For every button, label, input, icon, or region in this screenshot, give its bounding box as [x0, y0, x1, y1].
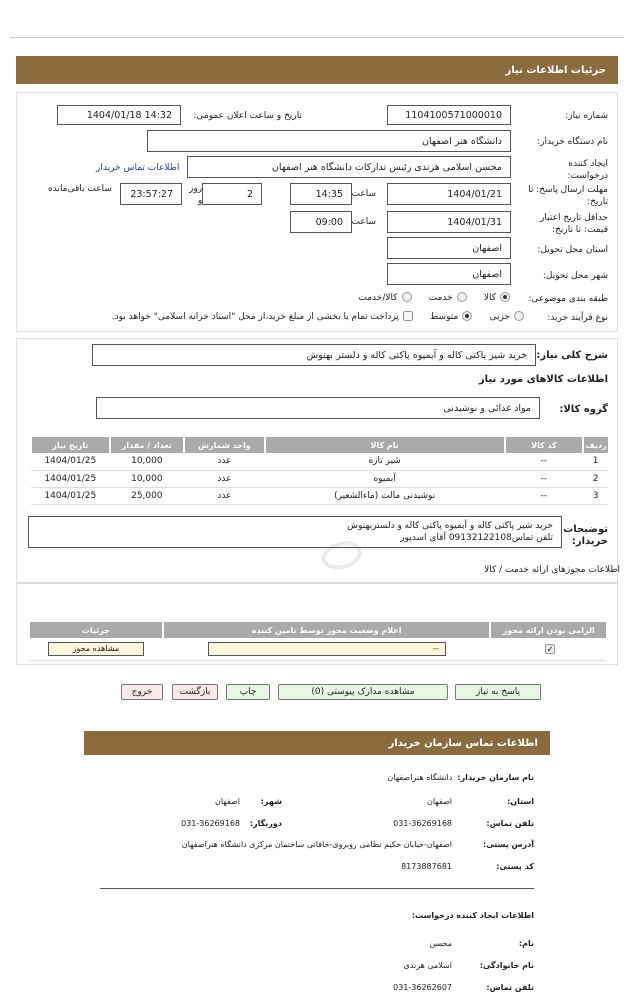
category-options: [358, 292, 510, 303]
radio-both[interactable]: [358, 293, 411, 303]
top-divider: [10, 37, 624, 38]
watermark: ⬭: [314, 522, 369, 588]
cell-name: شیر تازه: [265, 453, 505, 470]
permit-required-checkbox: ✓: [546, 644, 554, 655]
validity-time-field[interactable]: 09:00: [290, 211, 352, 233]
validity-date-field[interactable]: 1404/01/31: [387, 211, 511, 233]
buyer-notes-label: توضیحات خریدار:: [563, 524, 608, 547]
summary-label: شرح کلی نیاز:: [536, 350, 608, 361]
creator-phone: 031-36262607: [393, 983, 452, 992]
province-label: استان محل تحویل:: [537, 245, 608, 255]
page-header: [16, 56, 618, 84]
buyer-org-label: نام دستگاه خریدار:: [537, 137, 608, 147]
contact-address: اصفهان-خیابان حکیم نظامی روبروی-خاقانی ساختمان مرکزی دانشگاه هنراصفهان: [181, 840, 452, 849]
col-unit: واحد شمارش: [184, 437, 265, 453]
buyer-contact-link[interactable]: اطلاعات تماس خریدار: [96, 163, 180, 173]
contact-phone-label: تلفن تماس:: [486, 819, 534, 828]
goods-table: [30, 437, 608, 505]
radio-service-dot[interactable]: [457, 292, 467, 302]
cell-row: 3: [583, 487, 608, 504]
creator-field[interactable]: محسن اسلامی هرندی رئیس تداركات دانشگاه هنر اصفهان: [187, 156, 511, 178]
exit-button[interactable]: خروج: [121, 684, 163, 700]
cell-qty: 10,000: [110, 470, 184, 487]
radio-service-label: خدمت: [428, 292, 453, 303]
creator-title: اطلاعات ایجاد کننده درخواست:: [411, 911, 534, 920]
col-date: تاریخ نیاز: [31, 437, 110, 453]
need-number-field[interactable]: 1104100571000010: [387, 105, 511, 125]
contact-fax: 031-36269168: [181, 819, 240, 828]
radio-goods[interactable]: [484, 293, 510, 303]
category-label: طبقه بندی موضوعی:: [528, 294, 608, 304]
radio-medium-dot[interactable]: [462, 311, 472, 321]
table-row[interactable]: [31, 453, 608, 470]
creator-label: ایجاد کننده درخواست:: [567, 159, 608, 181]
contact-address-label: آدرس پستی:: [483, 840, 534, 849]
cell-qty: 10,000: [110, 453, 184, 470]
contact-title: اطلاعات تماس سازمان خریدار: [388, 737, 538, 749]
creator-phone-label: تلفن تماس:: [486, 983, 534, 992]
waw-label: و: [198, 196, 203, 206]
contact-org-label: نام سازمان خریدار:: [457, 773, 534, 782]
contact-province-label: استان:: [507, 797, 534, 806]
col-code: کد کالا: [505, 437, 584, 453]
radio-both-dot[interactable]: [402, 292, 412, 302]
remain-field[interactable]: 23:57:27: [120, 183, 182, 205]
treasury-checkbox-label: پرداخت تمام یا بخشی از مبلغ خرید،از محل "اسناد خزانه اسلامی" خواهد بود.: [111, 311, 399, 322]
summary-field[interactable]: خرید شیر پاکتی کاله و آبمیوه پاکتی کاله و دلستر بهنوش: [92, 344, 536, 366]
creator-family-label: نام خانوادگی:: [479, 961, 534, 970]
province-field[interactable]: اصفهان: [387, 237, 511, 259]
send-time-field[interactable]: 14:35: [290, 183, 352, 205]
announce-field[interactable]: 1404/01/18 14:32: [57, 105, 181, 125]
radio-service[interactable]: [429, 293, 467, 303]
validity-time-label: ساعت: [351, 217, 376, 227]
page-title: جزئیات اطلاعات نیاز: [505, 64, 606, 76]
group-label: گروه کالا:: [559, 404, 608, 415]
cell-date: 1404/01/25: [31, 487, 110, 504]
group-field[interactable]: مواد غذائی و نوشیدنی: [96, 397, 540, 419]
radio-both-label: کالا/خدمت: [358, 292, 398, 303]
process-options: [112, 311, 524, 322]
radio-partial-label: جزیی: [489, 311, 510, 322]
permits-title: اطلاعات مجوزهای ارائه خدمت / کالا: [484, 565, 620, 575]
col-required: الزامی بودن ارائه مجوز: [490, 622, 606, 638]
treasury-checkbox-box[interactable]: [403, 311, 413, 321]
radio-partial-dot[interactable]: [514, 311, 524, 321]
contact-postal-label: کد پستی:: [496, 862, 534, 871]
goods-title: اطلاعات کالاهای مورد نیاز: [478, 374, 608, 385]
city-field[interactable]: اصفهان: [387, 263, 511, 285]
permits-table: [28, 622, 606, 661]
radio-medium[interactable]: [430, 312, 472, 322]
creator-name-label: نام:: [518, 939, 534, 948]
cell-row: 2: [583, 470, 608, 487]
permit-row: [29, 638, 606, 660]
radio-goods-dot[interactable]: [500, 292, 510, 302]
remain-label: ساعت باقی‌مانده: [48, 184, 112, 194]
col-qty: تعداد / مقدار: [110, 437, 184, 453]
contact-divider: [100, 888, 534, 889]
days-field[interactable]: 2: [202, 183, 262, 205]
col-row: ردیف: [583, 437, 608, 453]
contact-org-value: دانشگاه هنراصفهان: [387, 773, 453, 782]
cell-code: --: [505, 470, 584, 487]
goods-table-header: [31, 437, 608, 453]
cell-name: نوشیدنی مالت (ماءالشعیر): [265, 487, 505, 504]
col-name: نام کالا: [265, 437, 505, 453]
need-number-label: شماره نیاز:: [565, 111, 608, 121]
cell-date: 1404/01/25: [31, 453, 110, 470]
radio-partial[interactable]: [489, 312, 524, 322]
table-row[interactable]: [31, 470, 608, 487]
contact-postal: 8173887681: [401, 862, 452, 871]
reply-button[interactable]: پاسخ به نیاز: [455, 684, 541, 700]
col-status: اعلام وضعیت مجوز توسط تامین کننده: [163, 622, 491, 638]
send-date-field[interactable]: 1404/01/21: [387, 183, 511, 205]
treasury-checkbox[interactable]: [112, 312, 413, 322]
send-deadline-label: مهلت ارسال پاسخ: تا تاریخ:: [528, 185, 608, 207]
view-docs-button[interactable]: مشاهده مدارک پیوستی (0): [278, 684, 448, 700]
day-label: روز: [189, 184, 203, 194]
send-time-label: ساعت: [351, 189, 376, 199]
contact-city-label: شهر:: [260, 797, 282, 806]
contact-province: اصفهان: [426, 797, 452, 806]
buyer-org-field[interactable]: دانشگاه هنر اصفهان: [147, 130, 511, 152]
cell-unit: عدد: [184, 487, 265, 504]
contact-header: [84, 731, 550, 755]
cell-date: 1404/01/25: [31, 470, 110, 487]
cell-code: --: [505, 487, 584, 504]
city-label: شهر محل تحویل:: [542, 271, 608, 281]
cell-row: 1: [583, 453, 608, 470]
contact-phone: 031-36269168: [393, 819, 452, 828]
radio-goods-label: کالا: [483, 292, 496, 303]
cell-unit: عدد: [184, 470, 265, 487]
creator-name: محسن: [429, 939, 452, 948]
validity-label: حداقل تاریخ اعتبار قیمت: تا تاریخ:: [540, 213, 608, 235]
cell-unit: عدد: [184, 453, 265, 470]
permit-status-field[interactable]: --: [208, 642, 446, 656]
cell-code: --: [505, 453, 584, 470]
buyer-notes-line1: خرید شیر پاکتی کاله و آبمیوه پاکتی کاله و دلستربهنوش: [347, 521, 553, 531]
contact-fax-label: دورنگار:: [249, 819, 282, 828]
contact-city: اصفهان: [214, 797, 240, 806]
creator-family: اسلامی هرندی: [403, 961, 452, 970]
back-button[interactable]: بازگشت: [172, 684, 218, 700]
cell-name: آبمیوه: [265, 470, 505, 487]
view-permit-button[interactable]: مشاهده مجوز: [48, 642, 144, 656]
process-label: نوع فرآیند خرید:: [547, 313, 608, 323]
print-button[interactable]: چاپ: [226, 684, 270, 700]
buyer-notes-line2: تلفن تماس09132122108 آقای اسدپور: [400, 533, 553, 543]
radio-medium-label: متوسط: [430, 311, 459, 322]
announce-label: تاریخ و ساعت اعلان عمومی:: [193, 111, 302, 121]
col-details: جزئیات: [29, 622, 163, 638]
contact-org: [387, 773, 534, 782]
table-row[interactable]: [31, 487, 608, 504]
cell-qty: 25,000: [110, 487, 184, 504]
